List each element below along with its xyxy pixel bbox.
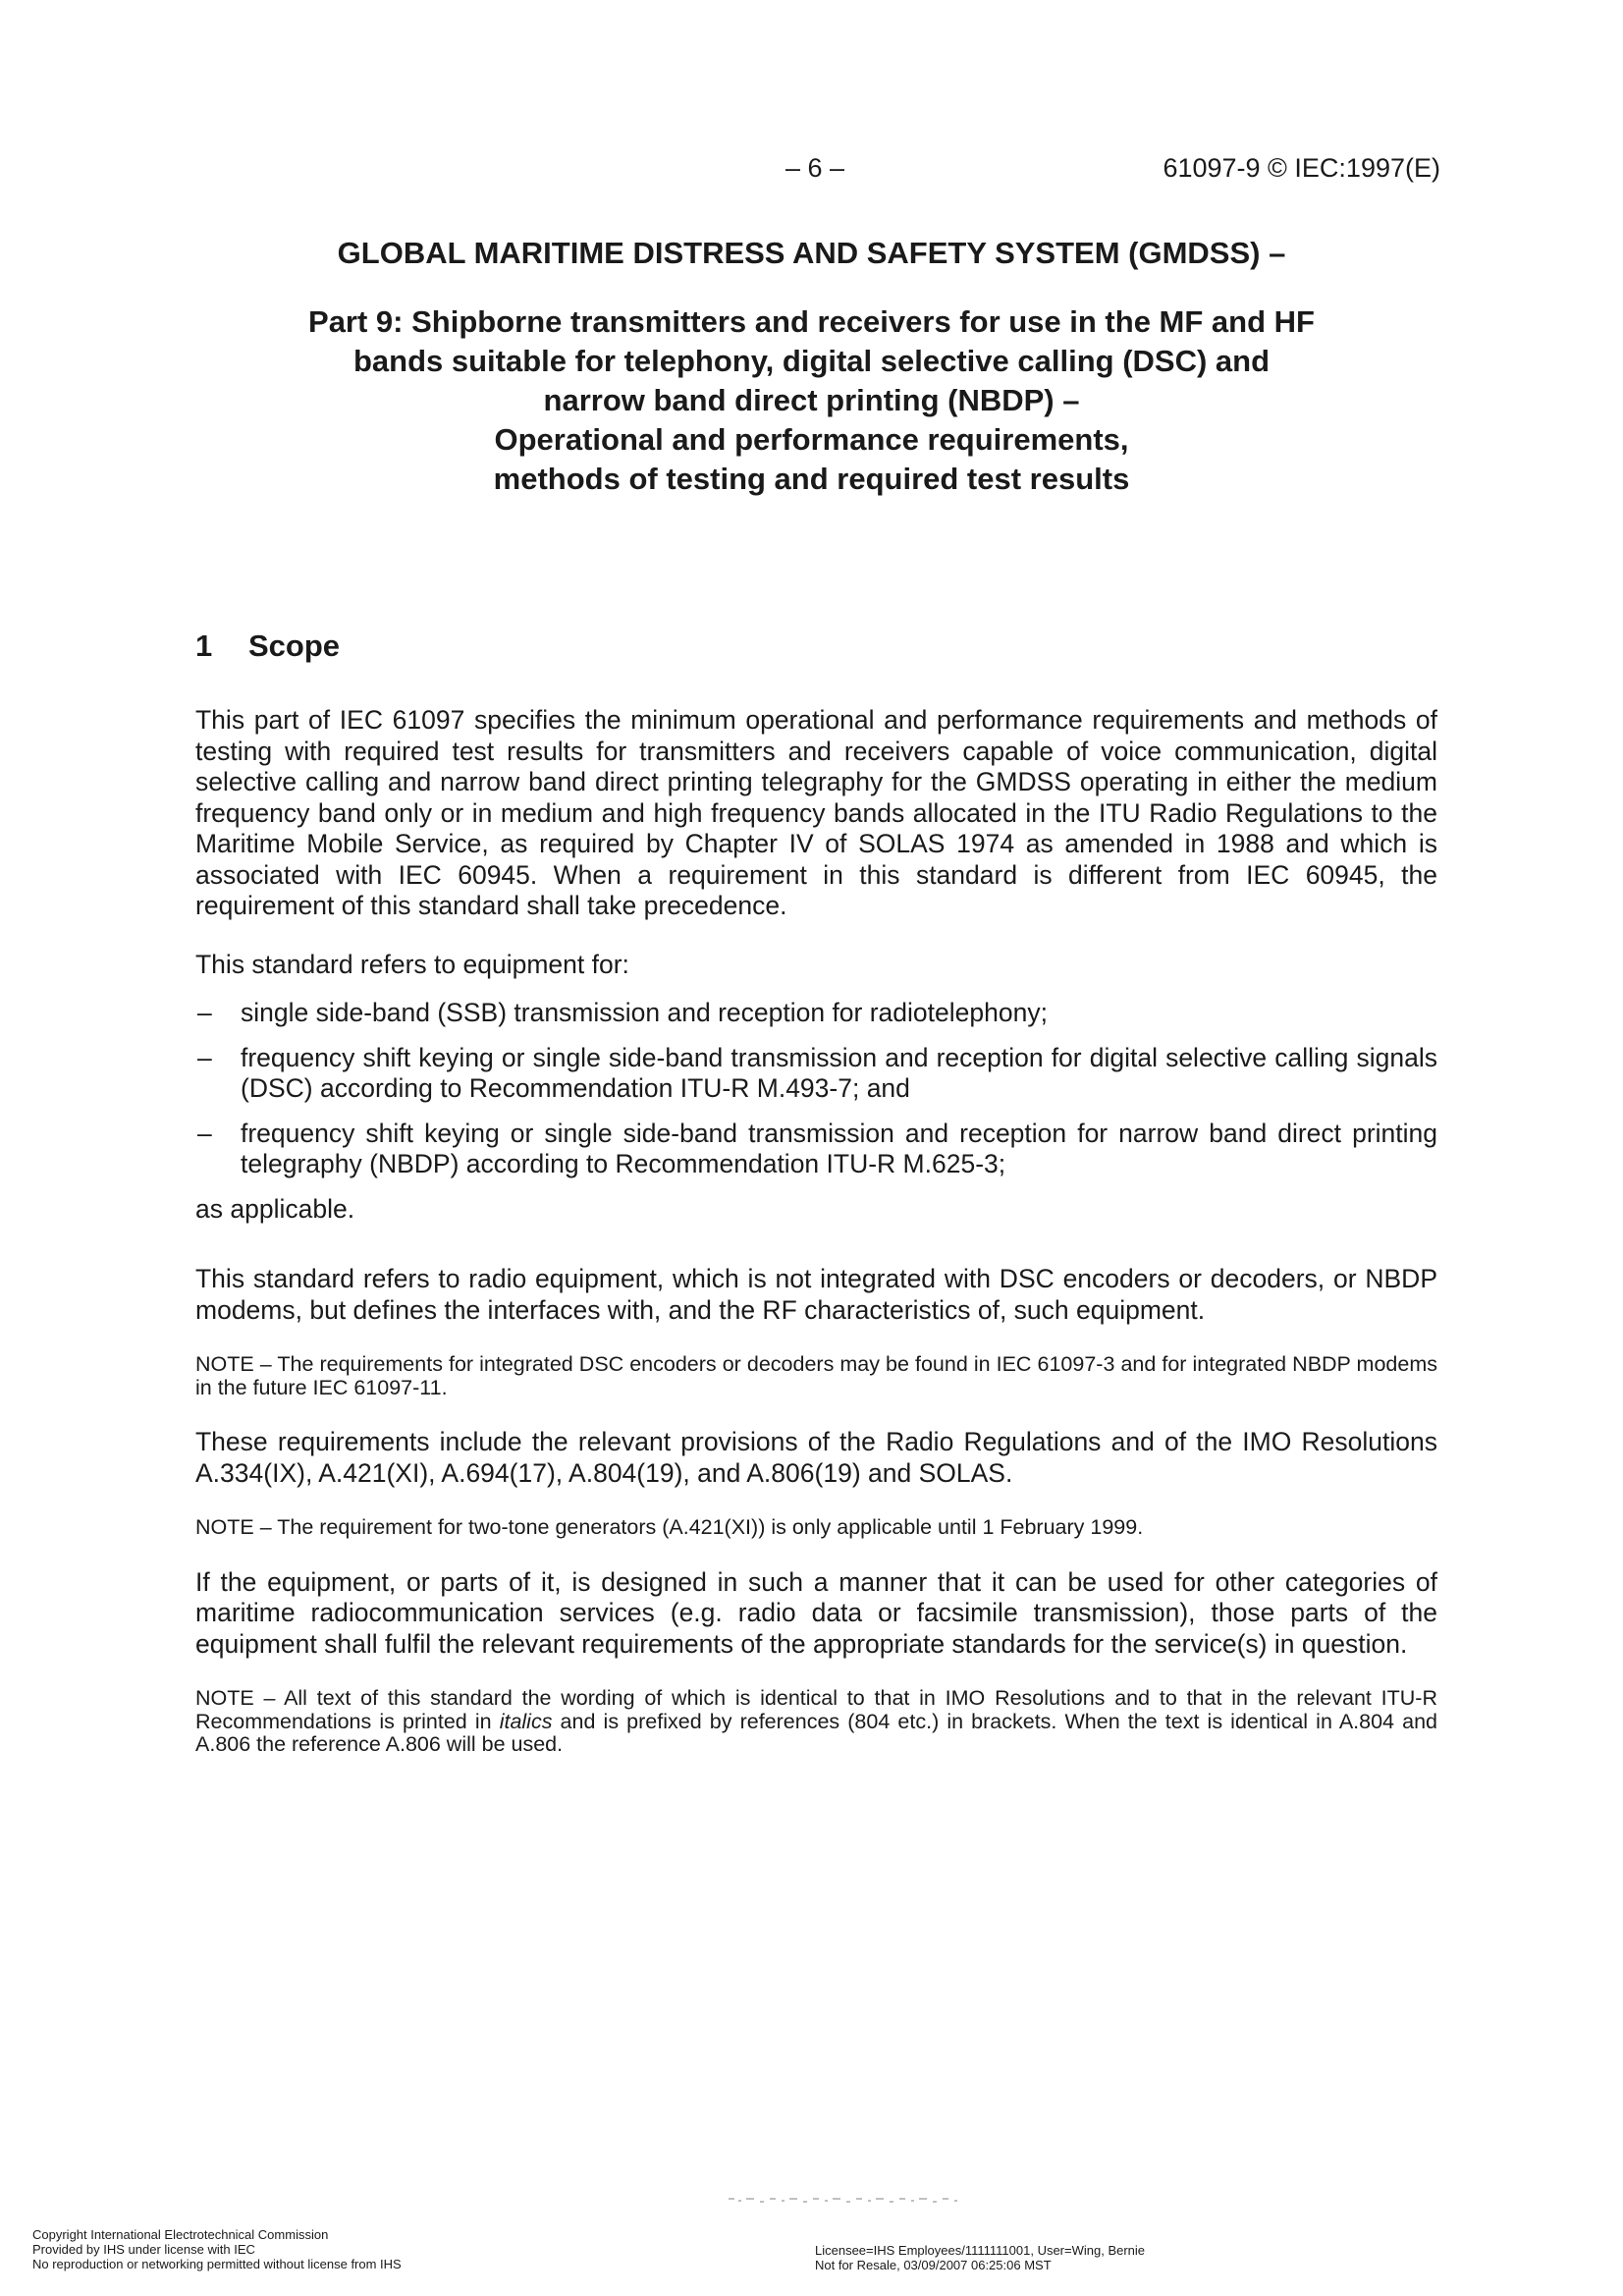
note-text: NOTE – All text of this standard the wording of which is identical to that in IMO Resolutions and to that in the relevant ITU-R Recommendations is printed in: [195, 1686, 1437, 1733]
page-header: [0, 153, 1623, 192]
sub-title-line: narrow band direct printing (NBDP) –: [543, 383, 1080, 417]
section-heading: [195, 629, 340, 664]
list-dash: –: [197, 1042, 212, 1072]
note-text: and is prefixed by references (804 etc.) in brackets. When the text is identical in A.804 and A.806 the reference A.806 will be used.: [195, 1709, 1437, 1756]
note-italics-text: [195, 1687, 1437, 1757]
page-number: – 6 –: [785, 153, 845, 183]
footer-line: No reproduction or networking permitted without license from IHS: [32, 2257, 402, 2271]
sub-title-line: bands suitable for telephony, digital selective calling (DSC) and: [352, 344, 1271, 378]
paragraph-requirements-provisions: These requirements include the relevant provisions of the Radio Regulations and of the IMO Resolutions A.334(IX), A.421(XI), A.694(17), A.804(19), and A.806(19) and SOLAS.: [195, 1427, 1437, 1488]
list-item: [195, 1119, 1437, 1180]
list-item-text: single side-band (SSB) transmission and reception for radiotelephony;: [241, 998, 1048, 1027]
list-dash: –: [197, 1118, 212, 1148]
sub-title-line: methods of testing and required test results: [493, 462, 1130, 496]
section-number: 1: [195, 629, 213, 663]
list-item: [195, 1043, 1437, 1105]
note-integrated-encoders: NOTE – The requirements for integrated DSC encoders or decoders may be found in IEC 61097-3 and for integrated NBDP modems in the future IEC 61097-11.: [195, 1352, 1437, 1399]
footer-line: Not for Resale, 03/09/2007 06:25:06 MST: [815, 2258, 1052, 2272]
list-item: [195, 998, 1437, 1029]
paragraph-scope-definition: This part of IEC 61097 specifies the minimum operational and performance requirements and methods of testing with required test results for transmitters and receivers capable of voice communication, digital selective calling and narrow band direct printing telegraphy for the GMDSS operating in either the medium frequency band only or in medium and high frequency bands allocated in the ITU Radio Regulations to the Maritime Mobile Service, as required by Chapter IV of SOLAS 1974 as amended in 1988 and which is associated with IEC 60945. When a requirement in this standard is different from IEC 60945, the requirement of this standard shall take precedence.: [195, 705, 1437, 920]
document-sub-title: [0, 302, 1623, 499]
footer-copyright: [32, 2227, 402, 2271]
footer-license: [815, 2243, 1145, 2272]
paragraph-equipment-intro: This standard refers to equipment for:: [195, 949, 629, 979]
sub-title-line: Operational and performance requirements,: [494, 422, 1129, 457]
document-reference: 61097-9 © IEC:1997(E): [1163, 153, 1440, 183]
section-title: Scope: [248, 629, 341, 663]
scope-content: [195, 705, 1437, 1757]
sub-title-line: Part 9: Shipborne transmitters and receivers for use in the MF and HF: [308, 304, 1315, 339]
footer-line: Provided by IHS under license with IEC: [32, 2242, 255, 2257]
document-main-title: GLOBAL MARITIME DISTRESS AND SAFETY SYSTEM (GMDSS) –: [337, 236, 1286, 270]
equipment-list: [195, 998, 1437, 1180]
scan-artifact-marks: [727, 2196, 962, 2206]
note-two-tone-generators: NOTE – The requirement for two-tone generators (A.421(XI)) is only applicable until 1 February 1999.: [195, 1515, 1144, 1539]
note-italic-word: italics: [499, 1709, 553, 1733]
footer-line: Copyright International Electrotechnical Commission: [32, 2227, 329, 2242]
list-item-text: frequency shift keying or single side-band transmission and reception for digital selective calling signals (DSC) according to Recommendation ITU-R M.493-7; and: [241, 1042, 1437, 1103]
list-dash: –: [197, 998, 212, 1027]
paragraph-radio-equipment: This standard refers to radio equipment, which is not integrated with DSC encoders or decoders, or NBDP modems, but defines the interfaces with, and the RF characteristics of, such equipment.: [195, 1264, 1437, 1325]
paragraph-as-applicable: as applicable.: [195, 1193, 355, 1224]
footer-line: Licensee=IHS Employees/1111111001, User=Wing, Bernie: [815, 2243, 1146, 2258]
list-item-text: frequency shift keying or single side-band transmission and reception for narrow band direct printing telegraphy (NBDP) according to Recommendation ITU-R M.625-3;: [241, 1118, 1437, 1178]
paragraph-other-services: If the equipment, or parts of it, is designed in such a manner that it can be used for other categories of maritime radiocommunication services (e.g. radio data or facsimile transmission), those parts of the equipment shall fulfil the relevant requirements of the appropriate standards for the service(s) in question.: [195, 1566, 1437, 1659]
